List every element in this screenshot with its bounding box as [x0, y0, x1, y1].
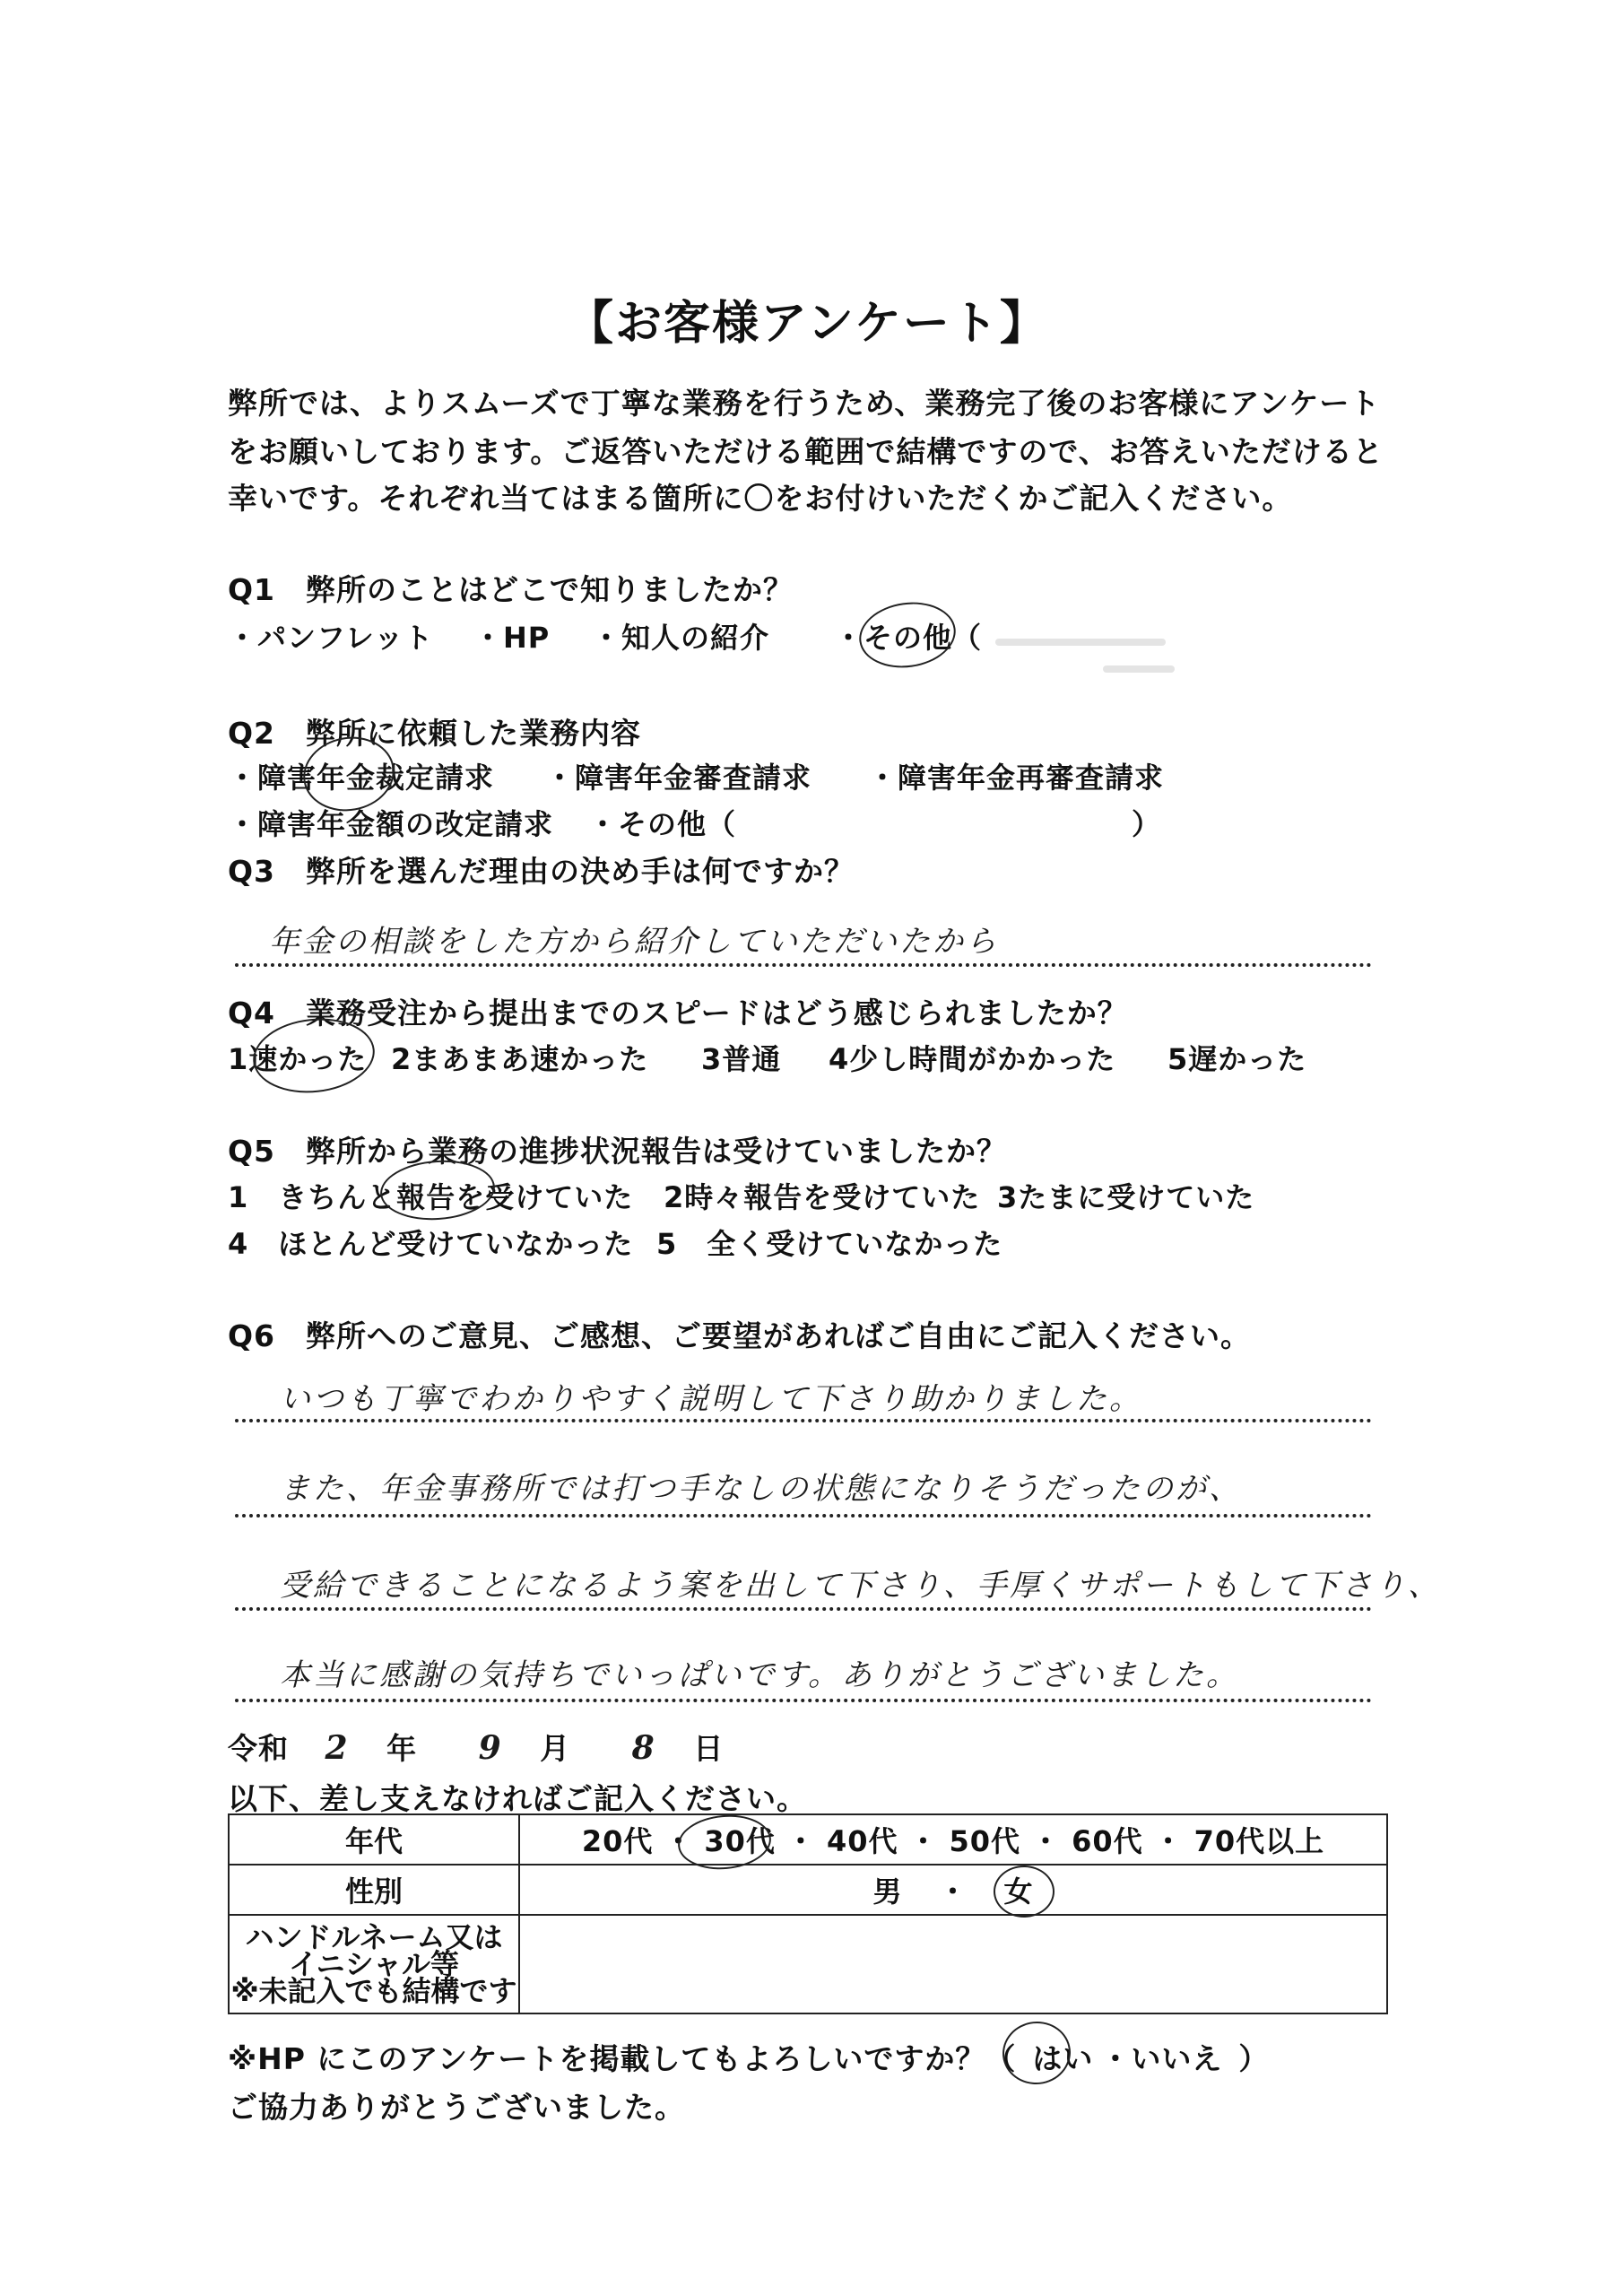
age-option-40s[interactable]: 40代	[826, 1824, 898, 1858]
q3-question: Q3 弊所を選んだ理由の決め手は何ですか？	[228, 854, 855, 889]
q2-other-close-paren: ）	[1132, 807, 1162, 841]
q3-handwritten-answer[interactable]: 年金の相談をした方から紹介していただいたから	[269, 924, 999, 960]
date-year-value[interactable]: 2	[325, 1729, 351, 1767]
age-option-50s[interactable]: 50代	[949, 1824, 1021, 1858]
q2-option-initial-claim[interactable]: ・障害年金裁定請求	[228, 761, 495, 795]
date-era: 令和	[228, 1731, 289, 1766]
q6-handwritten-line-2[interactable]: また、年金事務所では打つ手なしの状態になりそうだったのが、	[280, 1471, 1242, 1507]
date-day-label: 日	[693, 1731, 725, 1766]
date-row	[228, 1726, 724, 1768]
handle-label-line-1: ハンドルネーム又は	[245, 1920, 503, 1954]
respondent-info-table	[228, 1813, 1388, 2014]
q6-answer-line-1	[235, 1419, 1372, 1422]
q4-option-1[interactable]: 1速かった	[228, 1042, 368, 1076]
q5-option-2[interactable]: 2時々報告を受けていた	[664, 1180, 981, 1214]
q4-option-2[interactable]: 2まあまあ速かった	[391, 1042, 649, 1076]
q5-option-4[interactable]: 4 ほとんど受けていなかった	[228, 1227, 634, 1261]
q6-question: Q6 弊所へのご意見、ご感想、ご要望があればご自由にご記入ください。	[228, 1318, 1252, 1353]
age-option-20s[interactable]: 20代	[581, 1824, 654, 1858]
q3-answer-line	[235, 963, 1372, 967]
table-row-handle	[229, 1915, 1387, 2013]
q1-redacted-answer	[995, 639, 1166, 646]
q1-option-other[interactable]: ・その他（	[834, 621, 983, 655]
gender-option-male[interactable]: 男	[872, 1874, 903, 1909]
age-option-30s[interactable]: 30代	[704, 1824, 776, 1858]
age-label: 年代	[229, 1814, 519, 1865]
q5-option-1[interactable]: 1 きちんと報告を受けていた	[228, 1180, 634, 1214]
hp-consent-question: ※HP にこのアンケートを掲載してもよろしいですか？（	[228, 2041, 1017, 2076]
q2-option-re-review-claim[interactable]: ・障害年金再審査請求	[868, 761, 1165, 795]
q6-handwritten-line-4[interactable]: 本当に感謝の気持ちでいっぱいです。ありがとうございました。	[280, 1657, 1239, 1693]
q6-handwritten-line-3[interactable]: 受給できることになるよう案を出して下さり、手厚くサポートもして下さり、	[280, 1568, 1441, 1604]
q5-option-3[interactable]: 3たまに受けていた	[997, 1180, 1255, 1214]
q6-answer-line-3	[235, 1607, 1372, 1611]
age-option-60s[interactable]: 60代	[1072, 1824, 1143, 1858]
date-month-label: 月	[540, 1731, 571, 1766]
q1-option-pamphlet[interactable]: ・パンフレット	[228, 621, 434, 655]
q4-option-3[interactable]: 3普通	[701, 1042, 782, 1076]
q2-option-other[interactable]: ・その他（	[588, 807, 737, 841]
hp-consent-row	[228, 2036, 1269, 2078]
q1-option-hp[interactable]: ・HP	[473, 621, 551, 655]
table-row-gender	[229, 1865, 1387, 1915]
handle-label-line-3: ※未記入でも結構です	[230, 1974, 517, 2008]
intro-line-1: 弊所では、よりスムーズで丁寧な業務を行うため、業務完了後のお客様にアンケート	[228, 386, 1381, 421]
date-month-value[interactable]: 9	[478, 1729, 504, 1767]
q4-question: Q4 業務受注から提出までのスピードはどう感じられましたか？	[228, 996, 1128, 1031]
handle-label	[229, 1915, 519, 2013]
q2-option-review-claim[interactable]: ・障害年金審査請求	[545, 761, 812, 795]
q2-option-amount-revision[interactable]: ・障害年金額の改定請求	[228, 807, 554, 841]
q5-question: Q5 弊所から業務の進捗状況報告は受けていましたか？	[228, 1134, 1008, 1169]
q2-question: Q2 弊所に依頼した業務内容	[228, 716, 642, 751]
page-title: 【お客様アンケート】	[567, 297, 1048, 351]
hp-consent-yes[interactable]: はい	[1032, 2041, 1094, 2076]
gender-options: 男 ・ 女	[519, 1865, 1387, 1915]
q5-option-5[interactable]: 5 全く受けていなかった	[656, 1227, 1003, 1261]
intro-line-2: をお願いしております。ご返答いただける範囲で結構ですので、お答えいただけると	[228, 434, 1384, 469]
q1-question: Q1 弊所のことはどこで知りましたか？	[228, 572, 794, 607]
thanks-text: ご協力ありがとうございました。	[228, 2090, 685, 2125]
handle-value-field[interactable]	[519, 1915, 1387, 2013]
age-option-70s-plus[interactable]: 70代以上	[1193, 1824, 1325, 1858]
optional-note: 以下、差し支えなければご記入ください。	[228, 1781, 807, 1816]
hp-consent-close-paren: ）	[1238, 2041, 1270, 2076]
q4-option-4[interactable]: 4少し時間がかかった	[829, 1042, 1116, 1076]
q1-redacted-answer-2	[1103, 665, 1175, 673]
intro-line-3: 幸いです。それぞれ当てはまる箇所に〇をお付けいただくかご記入ください。	[228, 481, 1293, 516]
date-day-value[interactable]: 8	[631, 1729, 657, 1767]
q6-handwritten-line-1[interactable]: いつも丁寧でわかりやすく説明して下さり助かりました。	[280, 1381, 1142, 1417]
table-row-age	[229, 1814, 1387, 1865]
age-options: 20代 ・ 30代 ・ 40代 ・ 50代 ・ 60代 ・ 70代以上	[519, 1814, 1387, 1865]
date-year-label: 年	[386, 1731, 418, 1766]
gender-label: 性別	[229, 1865, 519, 1915]
q6-answer-line-4	[235, 1699, 1372, 1702]
hp-consent-no[interactable]: ・いいえ	[1100, 2041, 1223, 2076]
handle-label-line-2: イニシャル等	[288, 1947, 460, 1981]
q4-option-5[interactable]: 5遅かった	[1167, 1042, 1307, 1076]
gender-option-female[interactable]: 女	[1003, 1874, 1034, 1909]
q6-answer-line-2	[235, 1514, 1372, 1518]
q1-option-referral[interactable]: ・知人の紹介	[592, 621, 770, 655]
